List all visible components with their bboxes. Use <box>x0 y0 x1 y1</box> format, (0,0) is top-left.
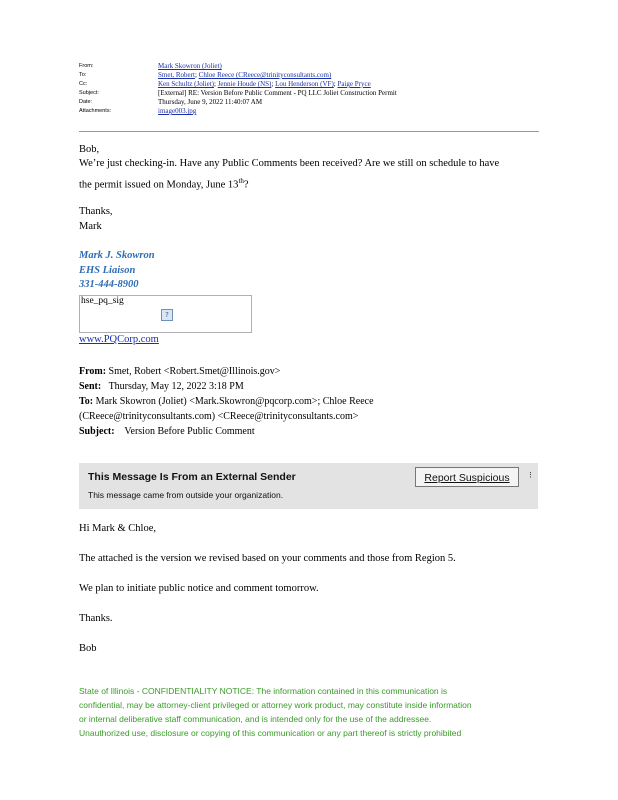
forwarded-sent-row <box>79 379 374 394</box>
header-cc-link-4[interactable]: Paige Pryce <box>337 80 371 88</box>
confidentiality-line-3: or internal deliberative staff communication, and is intended only for the use of the addressee. <box>79 714 432 724</box>
message-paragraph-1: The attached is the version we revised based on your comments and those from Region 5. <box>79 553 456 564</box>
header-to-row: To: Smet, Robert; Chloe Reece (CReece@trinityconsultants.com) <box>79 71 332 79</box>
header-subject-value: [External] RE: Version Before Public Comment - PQ LLC Joliet Construction Permit <box>158 89 397 97</box>
forwarded-to-row <box>79 394 374 409</box>
header-from-row <box>79 62 539 71</box>
external-sender-banner <box>79 463 538 509</box>
confidentiality-line-4: Unauthorized use, disclosure or copying of this communication or any part thereof is strictly prohibited <box>79 728 462 738</box>
header-from-link[interactable]: Mark Skowron (Joliet) <box>158 62 222 70</box>
header-cc-link-1[interactable]: Ken Schultz (Joliet) <box>158 80 214 88</box>
signature-image <box>79 295 252 333</box>
attachment-link[interactable]: image003.jpg <box>158 107 197 115</box>
header-attachments-row <box>79 107 539 116</box>
reply-name: Mark <box>79 221 102 232</box>
forwarded-from-row <box>79 364 374 379</box>
header-from-label: From: <box>79 63 94 69</box>
confidentiality-line-1: State of Illinois - CONFIDENTIALITY NOTICE: The information contained in this communication is <box>79 686 448 696</box>
header-to-link-2[interactable]: Chloe Reece (CReece@trinityconsultants.com) <box>198 71 332 79</box>
header-to-label: To: <box>79 72 87 78</box>
signature-image-alt: hse_pq_sig <box>81 296 124 306</box>
confidentiality-notice <box>79 684 549 740</box>
report-suspicious-button[interactable] <box>415 467 519 487</box>
forwarded-from-value: Smet, Robert <Robert.Smet@Illinois.gov> <box>108 366 281 377</box>
header-cc-link-2[interactable]: Jennie Houde (NS) <box>217 80 272 88</box>
reply-line-2 <box>79 174 249 193</box>
header-cc-label: Cc: <box>79 81 88 87</box>
report-suspicious-label: Report Suspicious <box>424 472 510 484</box>
confidentiality-line-2: confidential, may be attorney-client privileged or attorney work product, may constitute inside information <box>79 700 472 710</box>
forwarded-sent-value: Thursday, May 12, 2022 3:18 PM <box>108 381 244 392</box>
more-options-icon[interactable]: ⁝ <box>529 471 532 481</box>
message-greeting: Hi Mark & Chloe, <box>79 523 156 534</box>
header-date-value: Thursday, June 9, 2022 11:40:07 AM <box>158 98 263 106</box>
signature-block <box>79 249 155 293</box>
message-paragraph-3: Thanks. <box>79 613 113 624</box>
header-date-row <box>79 98 539 107</box>
header-divider <box>79 131 539 132</box>
forwarded-sent-label: Sent: <box>79 381 102 392</box>
forwarded-header <box>79 364 374 439</box>
banner-title: This Message Is From an External Sender <box>88 471 296 483</box>
header-cc-row: Cc: Ken Schultz (Joliet); Jennie Houde (NS); Lou Henderson (VF); Paige Pryce <box>79 80 371 88</box>
header-subject-row <box>79 89 539 98</box>
reply-line-2-text: the permit issued on Monday, June 13 <box>79 179 239 191</box>
message-signoff: Bob <box>79 643 97 654</box>
broken-image-icon: ? <box>161 309 173 321</box>
signature-name: Mark J. Skowron <box>79 250 155 261</box>
forwarded-to-value-1: Mark Skowron (Joliet) <Mark.Skowron@pqcorp.com>; Chloe Reece <box>95 396 374 407</box>
reply-line-2-end: ? <box>243 179 249 191</box>
forwarded-subject-row <box>79 424 374 439</box>
forwarded-from-label: From: <box>79 366 107 377</box>
message-paragraph-2: We plan to initiate public notice and comment tomorrow. <box>79 583 319 594</box>
reply-line-1: We’re just checking-in. Have any Public Comments been received? Are we still on schedule to have <box>79 158 500 169</box>
reply-greeting: Bob, <box>79 144 100 155</box>
header-date-label: Date: <box>79 99 93 105</box>
header-attachments-label: Attachments: <box>79 108 112 114</box>
reply-line-2-sup: th <box>238 177 244 185</box>
forwarded-to-label: To: <box>79 396 94 407</box>
header-subject-label: Subject: <box>79 90 99 96</box>
email-header <box>79 62 539 116</box>
header-cc-link-3[interactable]: Lou Henderson (VF) <box>275 80 334 88</box>
forwarded-to-row-2: (CReece@trinityconsultants.com) <CReece@trinityconsultants.com> <box>79 411 359 422</box>
banner-subtitle: This message came from outside your organization. <box>88 490 284 500</box>
website-link[interactable]: www.PQCorp.com <box>79 334 159 345</box>
signature-title: EHS Liaison <box>79 264 136 276</box>
forwarded-subject-label: Subject: <box>79 426 115 437</box>
signature-phone: 331-444-8900 <box>79 279 139 290</box>
header-to-link-1[interactable]: Smet, Robert <box>158 71 195 79</box>
forwarded-subject-value: Version Before Public Comment <box>124 426 255 437</box>
reply-thanks: Thanks, <box>79 206 113 217</box>
